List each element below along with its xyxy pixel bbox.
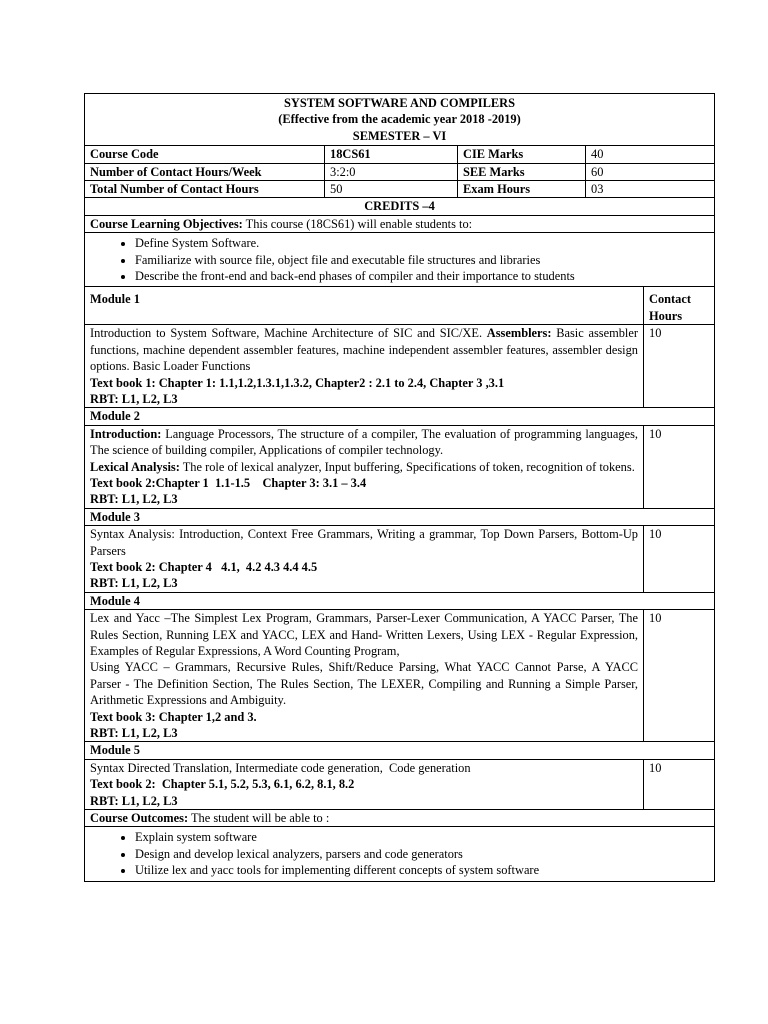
module-2-content-row bbox=[85, 425, 715, 508]
list-item: • Describe the front-end and back-end phases of compiler and their importance to students bbox=[135, 268, 709, 284]
info-value-2: 40 bbox=[586, 146, 715, 163]
module-5-hours: 10 bbox=[644, 759, 715, 809]
module-5-p1: Syntax Directed Translation, Intermediate code generation, Code generation bbox=[90, 760, 471, 775]
module-3-hours: 10 bbox=[644, 526, 715, 593]
outcomes-list-row bbox=[85, 827, 715, 881]
module-4-p1: Lex and Yacc –The Simplest Lex Program, Grammars, Parser-Lexer Communication, A YACC Parser, The Rules Section, Running LEX and YACC, LEX and Hand- Written Lexers, Using LEX - Regular Expression, Examples of Regular Expressions, A Word Counting Program, bbox=[90, 611, 638, 658]
list-item: • Familiarize with source file, object file and executable file structures and libraries bbox=[135, 252, 709, 268]
module-1-textbook: Text book 1: Chapter 1: 1.1,1.2,1.3.1,1.3.2, Chapter2 : 2.1 to 2.4, Chapter 3 ,3.1 bbox=[90, 375, 505, 390]
list-item: • Define System Software. bbox=[135, 235, 709, 251]
info-value-2: 03 bbox=[586, 181, 715, 198]
module-1-title: Module 1 bbox=[85, 287, 644, 325]
objectives-list-row bbox=[85, 233, 715, 287]
info-value: 3:2:0 bbox=[325, 163, 458, 180]
info-label: Course Code bbox=[85, 146, 325, 163]
credits: CREDITS –4 bbox=[85, 198, 715, 215]
module-1-intro-bold: Assemblers: bbox=[486, 326, 552, 341]
contact-hours-heading: Contact Hours bbox=[644, 287, 715, 325]
module-3-title: Module 3 bbox=[85, 508, 715, 525]
objectives-label: Course Learning Objectives: bbox=[90, 216, 243, 231]
credits-row bbox=[85, 198, 715, 215]
module-3-p1: Syntax Analysis: Introduction, Context Free Grammars, Writing a grammar, Top Down Parsers, Bottom-Up Parsers bbox=[90, 527, 638, 558]
module-4-rbt: RBT: L1, L2, L3 bbox=[90, 726, 178, 741]
module-3-content-row bbox=[85, 526, 715, 593]
module-4-content-row bbox=[85, 610, 715, 742]
info-label: Total Number of Contact Hours bbox=[85, 181, 325, 198]
module-4-hours: 10 bbox=[644, 610, 715, 742]
info-value-2: 60 bbox=[586, 163, 715, 180]
module-1-intro-rest: Basic assembler functions, machine dependent assembler features, machine independent assembler features, assembler design options. Basic Loader Functions bbox=[90, 326, 638, 374]
module-2-hours: 10 bbox=[644, 425, 715, 508]
syllabus-page bbox=[84, 93, 714, 882]
module-2-p1-bold: Introduction: bbox=[90, 426, 162, 441]
objectives-list bbox=[90, 235, 709, 284]
module-3-title-row bbox=[85, 508, 715, 525]
info-row-contact-hours-week bbox=[85, 163, 715, 180]
module-3-textbook: Text book 2: Chapter 4 4.1, 4.2 4.3 4.4 4.5 bbox=[90, 559, 318, 574]
outcomes-label: Course Outcomes: bbox=[90, 811, 189, 826]
outcomes-text: The student will be able to : bbox=[188, 811, 330, 826]
module-1-intro: Introduction to System Software, Machine Architecture of SIC and SIC/XE. bbox=[90, 326, 487, 341]
module-2-p2-bold: Lexical Analysis: bbox=[90, 459, 180, 474]
module-4-textbook: Text book 3: Chapter 1,2 and 3. bbox=[90, 709, 257, 724]
module-2-textbook: Text book 2:Chapter 1 1.1-1.5 Chapter 3: 3.1 – 3.4 bbox=[90, 475, 367, 490]
module-4-p2: Using YACC – Grammars, Recursive Rules, Shift/Reduce Parsing, What YACC Cannot Parse, A YACC Parser - The Definition Section, The Rules Section, The LEXER, Compiling and Running a Simple Parser, Arithmetic Expressions and Ambiguity. bbox=[90, 660, 638, 708]
syllabus-table bbox=[84, 93, 715, 882]
info-label-2: SEE Marks bbox=[458, 163, 586, 180]
module-2-rbt: RBT: L1, L2, L3 bbox=[90, 492, 178, 507]
module-2-title: Module 2 bbox=[85, 408, 715, 425]
module-5-title: Module 5 bbox=[85, 742, 715, 759]
objectives-text: This course (18CS61) will enable students to: bbox=[242, 216, 473, 231]
module-1-content-row bbox=[85, 325, 715, 408]
module-2-p1: Language Processors, The structure of a compiler, The evaluation of programming languages, The science of building compiler, Applications of compiler technology. bbox=[90, 426, 638, 458]
module-3-rbt: RBT: L1, L2, L3 bbox=[90, 576, 178, 591]
module-2-p2: The role of lexical analyzer, Input buffering, Specifications of token, recognition of tokens. bbox=[179, 459, 635, 474]
course-title: SYSTEM SOFTWARE AND COMPILERS bbox=[284, 96, 515, 110]
module-1-rbt: RBT: L1, L2, L3 bbox=[90, 391, 178, 406]
title-row bbox=[85, 94, 715, 146]
semester: SEMESTER – VI bbox=[352, 128, 447, 143]
module-4-title: Module 4 bbox=[85, 592, 715, 609]
module-5-content-row bbox=[85, 759, 715, 809]
info-row-course-code bbox=[85, 146, 715, 163]
outcomes-heading-row bbox=[85, 810, 715, 827]
module-2-title-row bbox=[85, 408, 715, 425]
outcomes-list bbox=[90, 829, 709, 878]
info-value: 18CS61 bbox=[325, 146, 458, 163]
module-1-header-row bbox=[85, 287, 715, 325]
module-4-title-row bbox=[85, 592, 715, 609]
info-label-2: Exam Hours bbox=[458, 181, 586, 198]
info-label-2: CIE Marks bbox=[458, 146, 586, 163]
module-5-rbt: RBT: L1, L2, L3 bbox=[90, 793, 178, 808]
module-5-title-row bbox=[85, 742, 715, 759]
module-1-hours: 10 bbox=[644, 325, 715, 408]
list-item: • Design and develop lexical analyzers, parsers and code generators bbox=[135, 846, 709, 862]
module-5-textbook: Text book 2: Chapter 5.1, 5.2, 5.3, 6.1, 6.2, 8.1, 8.2 bbox=[90, 777, 355, 792]
info-row-total-hours bbox=[85, 181, 715, 198]
objectives-heading-row bbox=[85, 215, 715, 232]
info-label: Number of Contact Hours/Week bbox=[85, 163, 325, 180]
list-item: • Explain system software bbox=[135, 829, 709, 845]
list-item: • Utilize lex and yacc tools for implementing different concepts of system software bbox=[135, 862, 709, 878]
effective-year: (Effective from the academic year 2018 -2019) bbox=[278, 112, 521, 127]
info-value: 50 bbox=[325, 181, 458, 198]
